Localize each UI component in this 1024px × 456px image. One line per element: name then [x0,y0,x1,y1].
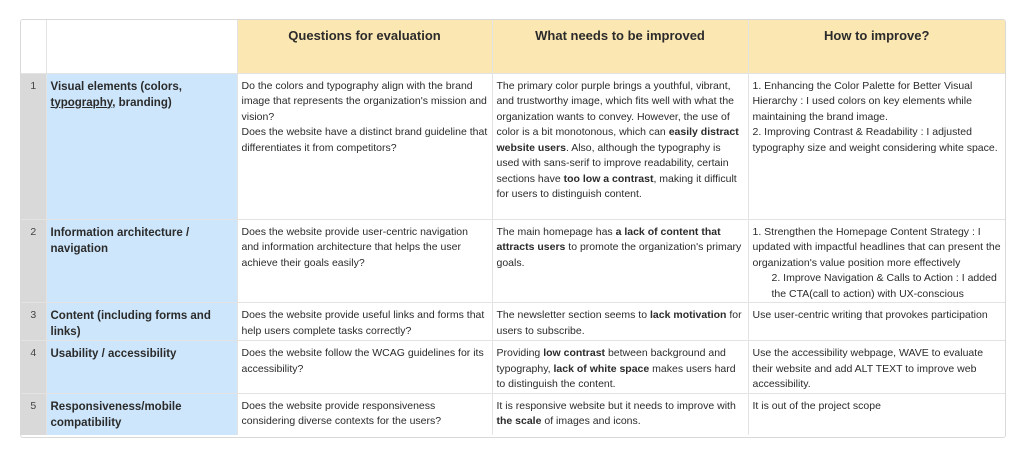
evaluation-table [21,20,1005,435]
row-topic: Information architecture / navigation [46,219,237,303]
row-question: Does the website follow the WCAG guidelines for its accessibility? [237,341,492,394]
header-blank-topic [46,20,237,73]
header-how-to-improve: How to improve? [748,20,1005,73]
row-how: Use the accessibility webpage, WAVE to evaluate their website and add ALT TEXT to improve web accessibility. [748,341,1005,394]
row-improvement: The main homepage has a lack of content that attracts users to promote the organization's primary goals. [492,219,748,303]
row-topic: Responsiveness/mobile compatibility [46,393,237,435]
row-topic: Content (including forms and links) [46,303,237,341]
row-question: Does the website provide user-centric navigation and information architecture that helps the user achieve their goals easily? [237,219,492,303]
row-how: It is out of the project scope [748,393,1005,435]
row-improvement: The newsletter section seems to lack motivation for users to subscribe. [492,303,748,341]
table-row [21,393,1005,435]
row-how: 1. Strengthen the Homepage Content Strategy : I updated with impactful headlines that can present the organization's value position more effectively 2. Improve Navigation & Calls to Action : I added the CTA(call to action) with UX-conscious [748,219,1005,303]
row-number: 3 [21,303,46,341]
row-improvement: Providing low contrast between background and typography, lack of white space makes users hard to distinguish the content. [492,341,748,394]
header-blank-number [21,20,46,73]
row-number: 1 [21,73,46,219]
row-how: Use user-centric writing that provokes participation [748,303,1005,341]
row-topic: Visual elements (colors, typography, branding) [46,73,237,219]
row-number: 4 [21,341,46,394]
row-number: 2 [21,219,46,303]
table-row [21,303,1005,341]
row-topic: Usability / accessibility [46,341,237,394]
table-row [21,219,1005,303]
row-question: Does the website provide useful links and forms that help users complete tasks correctly? [237,303,492,341]
table-row [21,73,1005,219]
row-question: Do the colors and typography align with the brand image that represents the organization's mission and vision? Does the website have a distinct brand guideline that differentiates it from competitors? [237,73,492,219]
header-improvements: What needs to be improved [492,20,748,73]
row-question: Does the website provide responsiveness considering diverse contexts for the users? [237,393,492,435]
table-row [21,341,1005,394]
row-number: 5 [21,393,46,435]
evaluation-table-container [20,19,1006,438]
row-how: 1. Enhancing the Color Palette for Better Visual Hierarchy : I used colors on key elements while maintaining the brand image. 2. Improving Contrast & Readability : I adjusted typography size and weight considering white space. [748,73,1005,219]
row-improvement: The primary color purple brings a youthful, vibrant, and trustworthy image, which fits well with what the organization wants to convey. However, the use of color is a bit monotonous, which can easily distract website users. Also, although the typography is used with sans-serif to improve readability, certain sections have too low a contrast, making it difficult for users to distinguish content. [492,73,748,219]
row-improvement: It is responsive website but it needs to improve with the scale of images and icons. [492,393,748,435]
header-row [21,20,1005,73]
header-questions: Questions for evaluation [237,20,492,73]
